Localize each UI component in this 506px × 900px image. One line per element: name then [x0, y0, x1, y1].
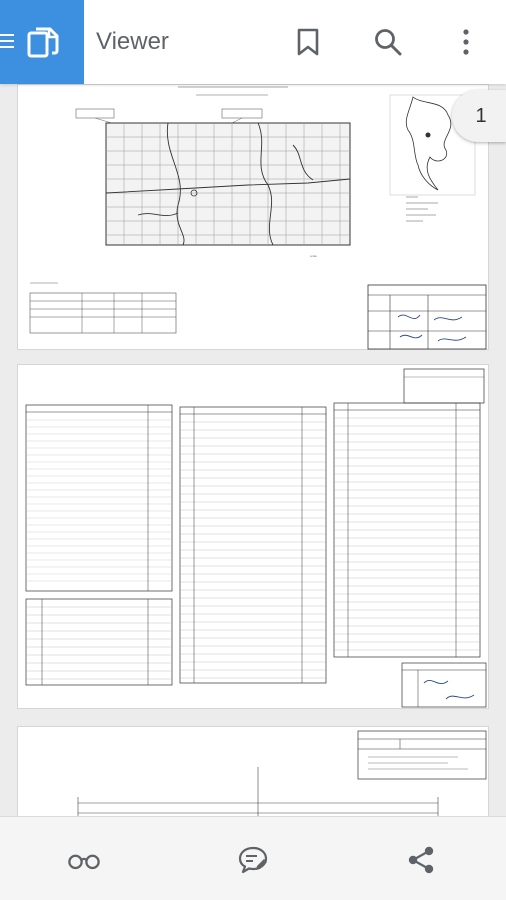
document-page-3: [17, 726, 489, 816]
documents-icon[interactable]: [26, 26, 60, 60]
app-title: Viewer: [96, 28, 169, 55]
bookmark-icon[interactable]: [290, 24, 326, 60]
menu-icon[interactable]: [0, 34, 14, 48]
reading-mode-icon[interactable]: [67, 843, 101, 877]
navigation-button[interactable]: [0, 0, 84, 84]
svg-text:scale: scale: [310, 254, 318, 258]
share-icon[interactable]: [404, 843, 438, 877]
document-page-1: [17, 84, 489, 350]
bottom-toolbar: [0, 816, 506, 900]
document-page-2: [17, 364, 489, 709]
page-number-indicator[interactable]: 1: [452, 90, 506, 142]
document-view[interactable]: [0, 84, 506, 816]
search-icon[interactable]: [370, 24, 406, 60]
app-bar: [0, 0, 506, 84]
comment-icon[interactable]: [236, 843, 270, 877]
more-vert-icon[interactable]: [448, 24, 484, 60]
